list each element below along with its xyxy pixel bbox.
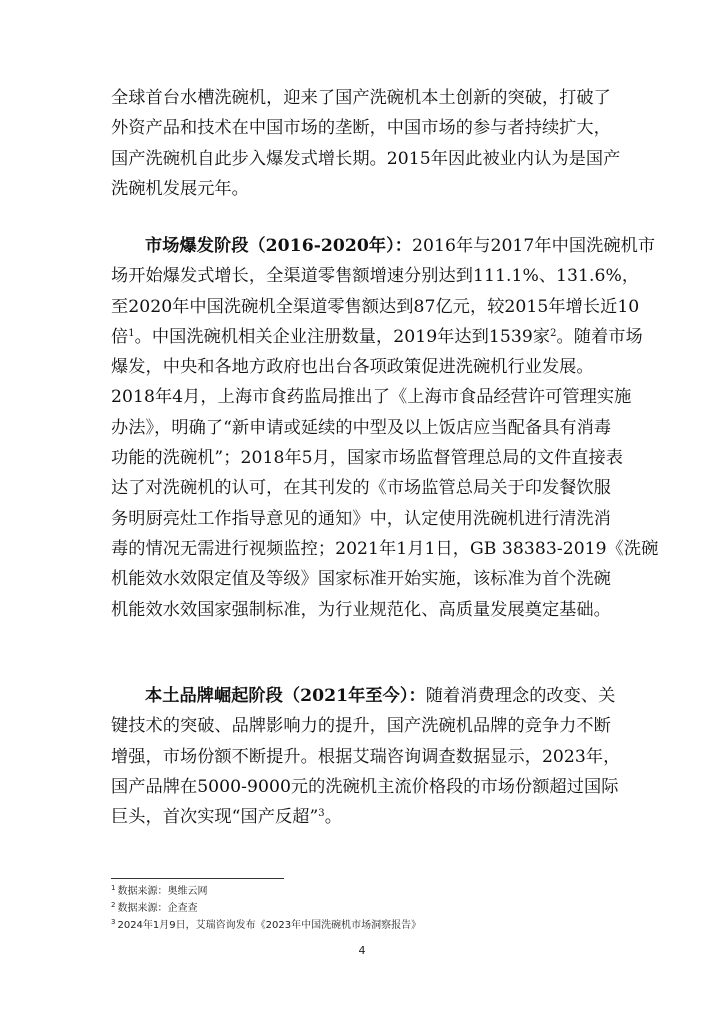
paragraph-dishwasher-origin (111, 83, 621, 204)
text-line (111, 322, 643, 352)
text-line: 务明厨亮灶工作指导意见的通知》中，认定使用洗碗机进行清洗消 (111, 508, 611, 529)
text-line: 全球首台水槽洗碗机，迎来了国产洗碗机本土创新的突破，打破了 (111, 88, 611, 108)
footnote-ref-3[interactable]: 3 (318, 808, 325, 820)
text-fragment: 倍 (111, 326, 129, 347)
text-fragment: 随着消费理念的改变、关 (425, 686, 616, 706)
text-line (111, 681, 617, 711)
footnote-divider (111, 878, 284, 879)
text-fragment: 巨头，首次实现“国产反超” (111, 807, 319, 828)
text-line: 机能效水效限定值及等级》国家标准开始实施，该标准为首个洗碗 (111, 569, 611, 590)
text-line: 2018年4月，上海市食药监局推出了《上海市食品经营许可管理实施 (111, 387, 632, 408)
footnote-marker: 2 (111, 901, 116, 909)
text-line: 国产品牌在5000-9000元的洗碗机主流价格段的市场份额超过国际 (111, 776, 619, 797)
page-number: 4 (358, 944, 366, 957)
footnote-text: 数据来源：奥维云网 (117, 886, 208, 897)
text-line: 毒的情况无需进行视频监控；2021年1月1日，GB 38383-2019《洗碗 (111, 538, 659, 559)
text-line: 国产洗碗机自此步入爆发式增长期。2015年因此被业内认为是国产 (111, 148, 621, 169)
footnote-marker: 1 (111, 884, 116, 892)
text-fragment: 。 (324, 807, 342, 828)
footnote-3 (111, 917, 421, 934)
text-line: 办法》，明确了“新申请或延续的中型及以上饭店应当配备具有消毒 (111, 417, 612, 438)
section-heading-brand-rise: 本土品牌崛起阶段（2021年至今）： (145, 686, 426, 706)
text-fragment: 。随着市场 (556, 326, 643, 347)
text-line: 功能的洗碗机”；2018年5月，国家市场监督管理总局的文件直接表 (111, 448, 623, 469)
footnote-ref-2[interactable]: 2 (550, 327, 557, 339)
footnote-1 (111, 883, 421, 900)
text-line: 爆发，中央和各地方政府也出台各项政策促进洗碗机行业发展。 (111, 357, 594, 378)
footnote-marker: 3 (111, 918, 116, 926)
text-line (111, 231, 656, 261)
text-fragment: 。中国洗碗机相关企业注册数量，2019年达到1539家 (134, 326, 551, 347)
text-line: 洗碗机发展元年。 (111, 178, 249, 199)
section-heading-market-boom: 市场爆发阶段（2016-2020年）： (145, 236, 413, 256)
text-line: 场开始爆发式增长，全渠道零售额增速分别达到111.1%、131.6%， (111, 266, 640, 287)
text-line: 键技术的突破、品牌影响力的提升，国产洗碗机品牌的竞争力不断 (111, 716, 611, 737)
text-line: 机能效水效国家强制标准，为行业规范化、高质量发展奠定基础。 (111, 599, 611, 620)
text-line: 增强，市场份额不断提升。根据艾瑞咨询调查数据显示，2023年， (111, 746, 621, 767)
text-line (111, 802, 617, 832)
text-fragment: 2016年与2017年中国洗碗机市 (412, 236, 656, 256)
paragraph-market-boom-stage (111, 231, 659, 625)
paragraph-domestic-brand-rise (111, 681, 621, 832)
footnote-text: 2024年1月9日，艾瑞咨询发布《2023年中国洗碗机市场洞察报告》 (117, 920, 422, 931)
text-line: 达了对洗碗机的认可，在其刊发的《市场监管总局关于印发餐饮服 (111, 478, 611, 499)
footnotes (111, 883, 421, 934)
footnote-ref-1[interactable]: 1 (128, 327, 135, 339)
footnote-text: 数据来源：企查查 (117, 903, 198, 914)
footnote-2 (111, 900, 421, 917)
text-line: 至2020年中国洗碗机全渠道零售额达到87亿元，较2015年增长近10 (111, 296, 640, 317)
text-line: 外资产品和技术在中国市场的垄断，中国市场的参与者持续扩大， (111, 118, 611, 139)
